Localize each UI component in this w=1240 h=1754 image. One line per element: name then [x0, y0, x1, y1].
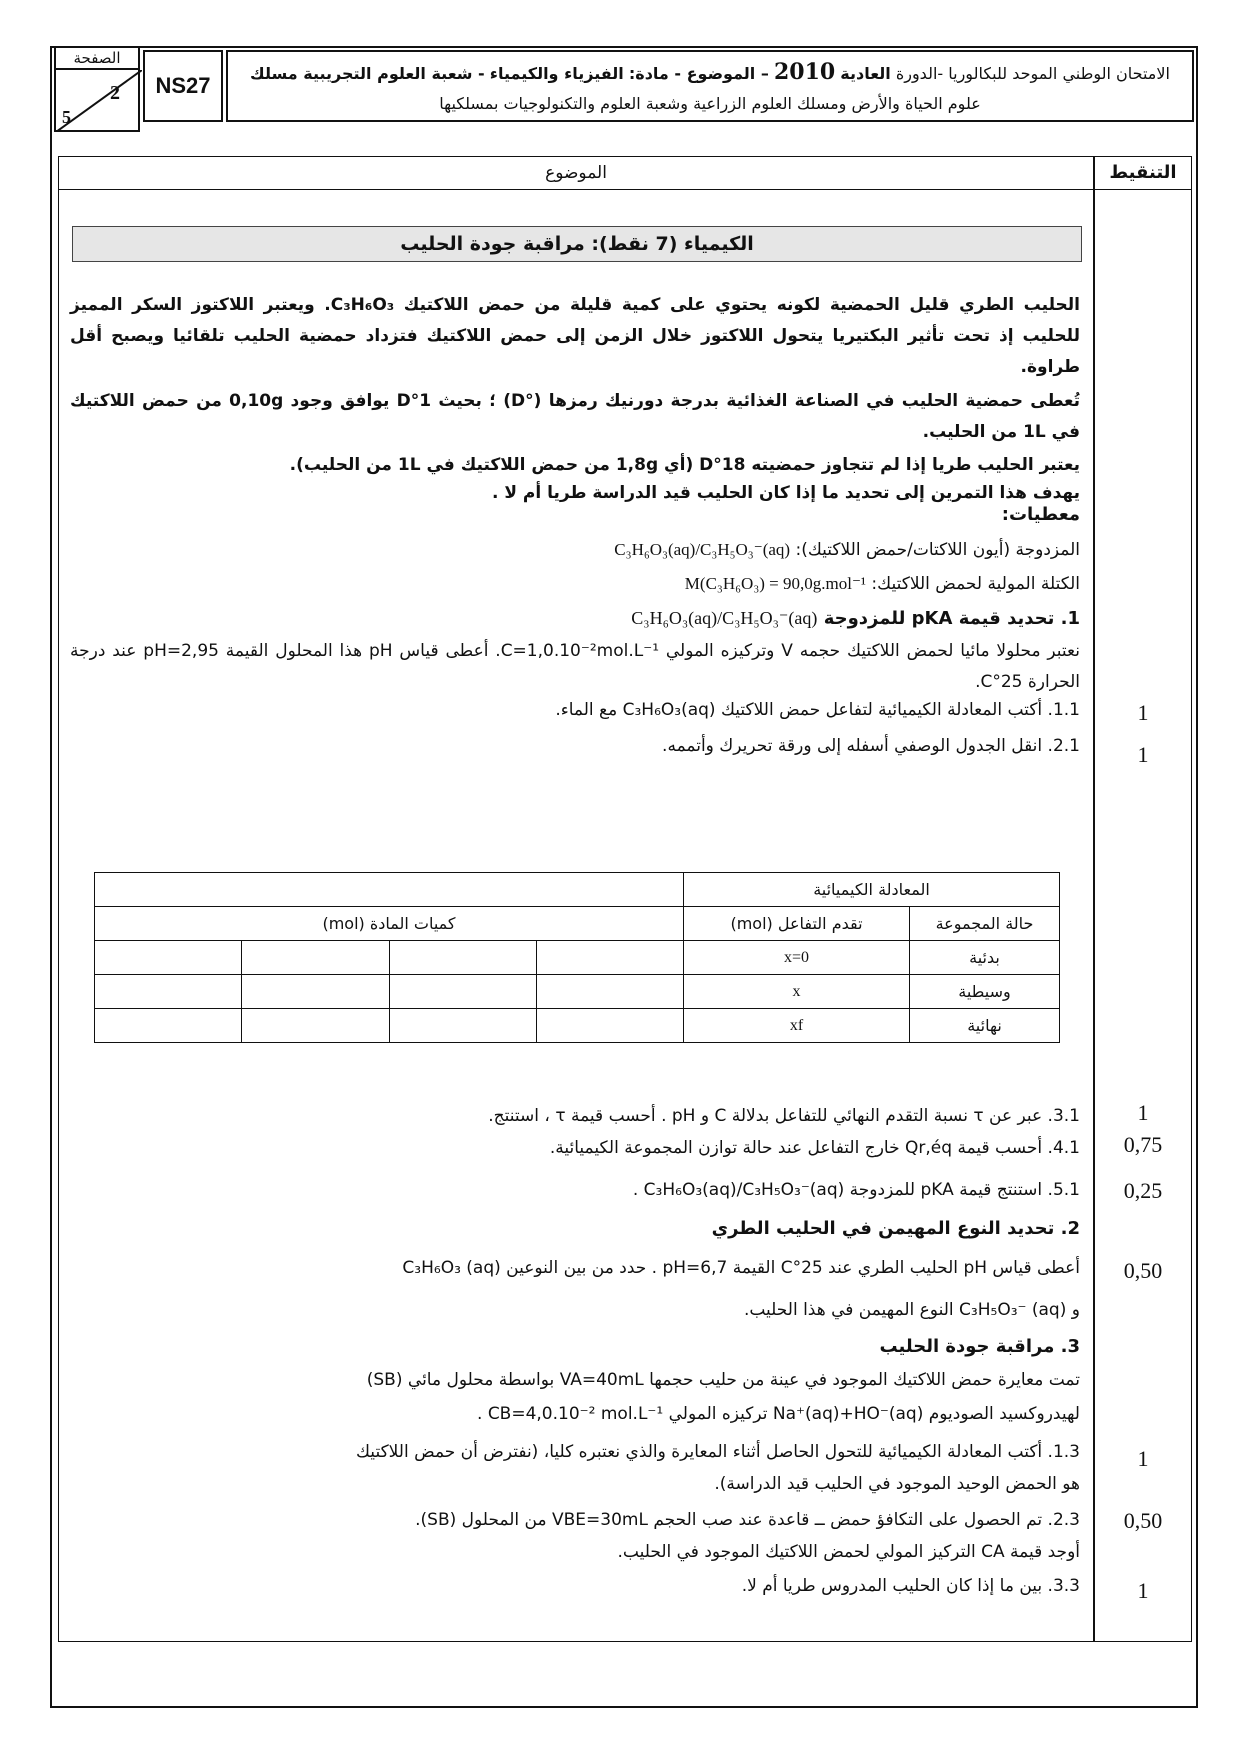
score-4-1: 0,75: [1123, 1132, 1163, 1157]
page-number-box: [54, 46, 140, 132]
givens-molar-mass: [685, 574, 1080, 594]
header-text-a: الامتحان الوطني الموحد للبكالوريا -الدورة: [895, 64, 1170, 83]
table-row-state: وسيطية: [910, 975, 1060, 1009]
part-3-intro-2: لهيدروكسيد الصوديوم Na⁺(aq)+HO⁻(aq) تركيزه المولي CB=4,0.10⁻² mol.L⁻¹ .: [477, 1404, 1080, 1424]
givens-label: معطيات:: [1001, 504, 1080, 525]
exam-code: NS27: [143, 50, 223, 122]
table-cell: [95, 1009, 242, 1043]
part-3-intro-1: تمت معايرة حمض اللاكتيك الموجود في عينة من حليب حجمها VA=40mL بواسطة محلول مائي (SB): [366, 1370, 1080, 1390]
table-cell: [536, 975, 683, 1009]
part-2-line-1: أعطى قياس pH الحليب الطري عند 25°C القيمة pH=6,7 . حدد من بين النوعين C₃H₆O₃ (aq): [402, 1258, 1080, 1278]
part-1-title: [631, 608, 1080, 629]
question-1-3-continued: هو الحمض الوحيد الموجود في الحليب قيد الدراسة).: [714, 1474, 1080, 1494]
header-text-b: – الموضوع - مادة:: [628, 64, 769, 83]
score-2-1: 1: [1137, 742, 1149, 767]
column-header-subject: الموضوع: [58, 156, 1094, 190]
part-1-intro: نعتبر محلولا مائيا لحمض اللاكتيك حجمه V وتركيزه المولي C=1,0.10⁻²mol.L⁻¹. أعطى قياس pH هذا المحلول القيمة pH=2,95 عند درجة الحرارة 25°C.: [70, 641, 1080, 692]
column-header-score: التنقيط: [1094, 156, 1192, 190]
question-1-3: 1.3. أكتب المعادلة الكيميائية للتحول الحاصل أثناء المعايرة والذي نعتبره كليا، (نفترض أن حمض اللاكتيك: [355, 1442, 1080, 1462]
table-cell: [536, 941, 683, 975]
part-3-title: 3. مراقبة جودة الحليب: [879, 1336, 1080, 1357]
score-3-1: 1: [1137, 1100, 1149, 1125]
intro-paragraph-1: الحليب الطري قليل الحمضية لكونه يحتوي على كمية قليلة من حمض اللاكتيك C₃H₆O₃. ويعتبر اللاكتوز السكر المميز للحليب إذ تحت تأثير البكتيريا يتحول اللاكتوز خلال الزمن إلى حمض اللاكتيك فتزداد حمضية الحليب تلقائيا ويصبح أقل طراوة.: [70, 295, 1080, 377]
table-equation-cell: [95, 873, 684, 907]
score-1-3: 1: [1137, 1446, 1149, 1471]
table-row-advance: xf: [684, 1009, 910, 1043]
table-cell: [242, 1009, 389, 1043]
header-subject: الفيزياء والكيمياء: [489, 64, 624, 83]
score-1-1: 1: [1137, 700, 1149, 725]
descriptive-table: [94, 872, 1060, 1043]
question-4-1: 4.1. أحسب قيمة Qr,éq خارج التفاعل عند حالة توازن المجموعة الكيميائية.: [549, 1138, 1080, 1158]
table-row-state: نهائية: [910, 1009, 1060, 1043]
table-row: [95, 1009, 1060, 1043]
score-3-3: 1: [1137, 1578, 1149, 1603]
score-column: [1094, 190, 1192, 1642]
table-row-advance: x=0: [684, 941, 910, 975]
intro-paragraph-2: تُعطى حمضية الحليب في الصناعة الغذائية بدرجة دورنيك رمزها (°D) ؛ بحيث 1°D يوافق وجود 0,10g من حمض اللاكتيك في 1L من الحليب.: [70, 391, 1080, 442]
table-cell: [389, 1009, 536, 1043]
part-1-title-text: 1. تحديد قيمة pKA للمزدوجة: [823, 608, 1080, 629]
question-5-1: 5.1. استنتج قيمة pKA للمزدوجة C₃H₆O₃(aq)/C₃H₅O₃⁻(aq) .: [632, 1180, 1080, 1200]
part-2-title: 2. تحديد النوع المهيمن في الحليب الطري: [711, 1218, 1080, 1239]
exam-header: [226, 50, 1194, 122]
table-cell: [389, 975, 536, 1009]
givens-couple-label: المزدوجة (أيون اللاكتات/حمض اللاكتيك):: [795, 540, 1080, 560]
table-cell: [536, 1009, 683, 1043]
question-1-1: 1.1. أكتب المعادلة الكيميائية لتفاعل حمض اللاكتيك C₃H₆O₃(aq) مع الماء.: [555, 700, 1080, 720]
table-quantities-header: كميات المادة (mol): [95, 907, 684, 941]
score-part-2: 0,50: [1123, 1258, 1163, 1283]
table-advance-header: تقدم التفاعل (mol): [684, 907, 910, 941]
question-2-3-continued: أوجد قيمة CA التركيز المولي لحمض اللاكتيك الموجود في الحليب.: [617, 1542, 1080, 1562]
question-3-1: 3.1. عبر عن τ نسبة التقدم النهائي للتفاعل بدلالة C و pH . أحسب قيمة τ ، استنتج.: [488, 1106, 1080, 1126]
question-3-3: 3.3. بين ما إذا كان الحليب المدروس طريا أم لا.: [741, 1576, 1080, 1596]
table-equation-header: المعادلة الكيميائية: [684, 873, 1060, 907]
table-cell: [95, 941, 242, 975]
givens-couple: [614, 540, 1080, 560]
givens-molar-value: M(C₃H₆O₃) = 90,0g.mol⁻¹: [684, 574, 867, 593]
page-total: 5: [62, 107, 71, 127]
page-label: الصفحة: [56, 48, 138, 70]
header-line-2: علوم الحياة والأرض ومسلك العلوم الزراعية وشعبة العلوم والتكنولوجيات بمسلكيها: [439, 94, 981, 113]
header-year: 2010: [773, 59, 836, 85]
score-5-1: 0,25: [1123, 1178, 1163, 1203]
score-2-3: 0,50: [1123, 1508, 1163, 1533]
table-cell: [95, 975, 242, 1009]
table-state-header: حالة المجموعة: [910, 907, 1060, 941]
header-text-c: - شعبة العلوم التجريبية مسلك: [250, 64, 485, 83]
part-1-couple: C₃H₆O₃(aq)/C₃H₅O₃⁻(aq): [631, 608, 818, 628]
givens-molar-label: الكتلة المولية لحمض اللاكتيك:: [871, 574, 1080, 594]
page-number: 2: [110, 82, 120, 104]
section-title: الكيمياء (7 نقط): مراقبة جودة الحليب: [72, 226, 1082, 262]
givens-couple-formula: C₃H₆O₃(aq)/C₃H₅O₃⁻(aq): [614, 540, 791, 559]
table-row: [95, 975, 1060, 1009]
table-cell: [242, 941, 389, 975]
intro-paragraph-3: يعتبر الحليب طريا إذا لم تتجاوز حمضيته 18°D (أي 1,8g من حمض اللاكتيك في 1L من الحليب).: [289, 455, 1080, 475]
table-cell: [389, 941, 536, 975]
header-session: العادية: [840, 64, 891, 83]
part-2-line-2: و C₃H₅O₃⁻ (aq) النوع المهيمن في هذا الحليب.: [743, 1300, 1080, 1320]
question-2-1: 2.1. انقل الجدول الوصفي أسفله إلى ورقة تحريرك وأتممه.: [662, 736, 1080, 756]
table-row-state: بدئية: [910, 941, 1060, 975]
question-2-3: 2.3. تم الحصول على التكافؤ حمض ــ قاعدة عند صب الحجم VBE=30mL من المحلول (SB).: [415, 1510, 1080, 1530]
intro-paragraph-4: يهدف هذا التمرين إلى تحديد ما إذا كان الحليب قيد الدراسة طريا أم لا .: [491, 483, 1080, 503]
table-row: [95, 941, 1060, 975]
table-cell: [242, 975, 389, 1009]
table-row-advance: x: [684, 975, 910, 1009]
